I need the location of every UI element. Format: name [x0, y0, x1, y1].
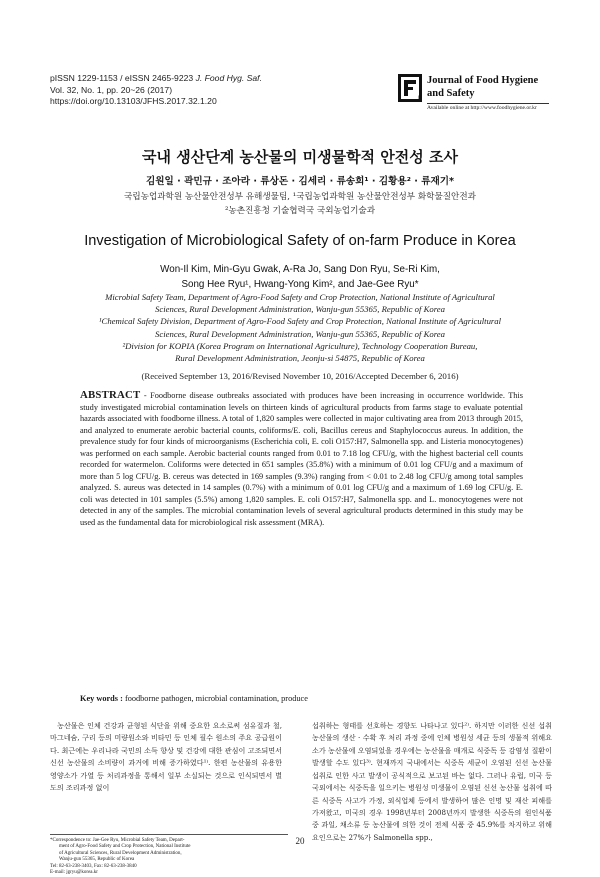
- keywords-text: foodborne pathogen, microbial contamination, produce: [122, 694, 308, 703]
- journal-meta: [50, 73, 350, 108]
- english-affil-line: Sciences, Rural Development Administration, Wanju-gun 55365, Republic of Korea: [155, 304, 445, 315]
- footnote-email[interactable]: E-mail: jgryu@korea.kr: [50, 870, 98, 876]
- logo-divider: [427, 103, 549, 104]
- body-paragraph-left: 농산물은 인체 건강과 균형된 식단을 위해 중요한 요소로써 섬유질과 철, 마그네슘, 구리 등의 미량원소와 비타민 등 인체 필수 원소의 주요 공급원이다. 최근에는 우리나라 국민의 소득 향상 및 건강에 대한 관심이 고조되면서 신선 농산물의 소비량이 과거에 비해 증가하였다¹⁾. 한편 농산물의 유용한 영양소가 가열 등 처리과정을 통해서 일부 소실되는 것으로 인식되면서 별도의 조리과정 없이: [50, 721, 282, 793]
- korean-affiliation-1: 국립농업과학원 농산물안전성부 유해생물팀, ¹국립농업과학원 농산물안전성부 화학물질안전과: [124, 192, 476, 202]
- abstract-body: - Foodborne disease outbreaks associated with produces have been increasing in occurrence worldwide. This study investigated microbial contamination levels on thirteen kinds of agricultural products from farms stage to evaluate potential hazards associated with foodborne illness. A total of 1,820 samples were collected in major cultivating area from 2013 through 2015, and analyzed to enumerate aerobic bacterial counts, coliforms/E. coli, Bacillus cereus and Staphylococcus aureus. In addition, the prevalence study for four kinds of microorganisms (Escherichia coli, E. coli O157:H7, Salmonella spp. and Listeria monocytogenes) was performed on each sample. Aerobic bacterial counts ranged from 0.01 to 7.18 log CFU/g, with the highest bacterial cell counts recorded for watermelon. Coliforms were detected in 651 samples (35.8%) with a minimum of 0.01 log CFU/g and a maximum of more than 5 log CFU/g. B. cereus was detected in 169 samples (9.3%) ranging from < 0.01 to 2.48 log CFU/g among total samples analyzed. S. aureus was detected in 14 samples (0.7%) with a minimum of 0.01 log CFU/g and a maximum of 1.69 log CFU/g. E. coli was detected in 101 samples (5.5%) among 1,820 samples. E. coli O157:H7, Salmonella spp. and L. monocytogenes were not detected in any of the samples. The microbial contamination levels of several agricultural products determined in this study may be used as the fundamental data for microbiological risk assessment (MRA).: [80, 391, 523, 528]
- issn-line: [50, 73, 350, 85]
- english-authors-line-1: Won-Il Kim, Min-Gyu Gwak, A-Ra Jo, Sang Don Ryu, Se-Ri Kim,: [160, 264, 440, 275]
- english-affil-line: Sciences, Rural Development Administration, Wanju-gun 55365, Republic of Korea: [155, 328, 445, 339]
- english-authors: [30, 262, 570, 292]
- abstract: [80, 390, 523, 529]
- korean-authors: 김원일 · 곽민규 · 조아라 · 류상돈 · 김세리 · 류송희¹ · 김황용² · 류재기*: [145, 176, 455, 187]
- footnote-line: of Agricultural Sciences, Rural Development Administration,: [59, 850, 182, 856]
- footnote-line: Wanju-gun 55365, Republic of Korea: [59, 857, 135, 863]
- received-dates: (Received September 13, 2016/Revised November 10, 2016/Accepted December 6, 2016): [141, 371, 459, 381]
- keywords: [80, 694, 523, 703]
- keywords-label: Key words :: [80, 694, 123, 703]
- footnote-line: *Correspondence to: Jae-Gee Ryu, Microbial Safety Team, Depart-: [50, 837, 185, 843]
- english-affil-line: Microbial Safety Team, Department of Agro-Food Safety and Crop Protection, National Institute of Agricultural: [105, 292, 495, 302]
- logo-mark-letter: F: [418, 95, 422, 102]
- english-authors-line-2: Song Hee Ryu¹, Hwang-Yong Kim², and Jae-Gee Ryu*: [181, 279, 419, 290]
- page-number: 20: [295, 836, 305, 846]
- journal-abbrev: J. Food Hyg. Saf.: [195, 73, 262, 83]
- logo-name-line-1: Journal of Food Hygiene: [427, 75, 539, 86]
- logo-url[interactable]: Available online at http://www.foodhygiene.or.kr: [427, 105, 537, 111]
- abstract-heading: ABSTRACT: [80, 389, 141, 401]
- logo-name-line-2: and Safety: [427, 87, 475, 99]
- english-title: Investigation of Microbiological Safety of on-farm Produce in Korea: [84, 233, 516, 249]
- footnote-line: Tel: 82-63-238-3403, Fax: 82-63-238-3840: [50, 863, 137, 869]
- logo-journal-name: [427, 75, 551, 100]
- english-affil-line: ²Division for KOPIA (Korea Program on International Agriculture), Technology Cooperation Bureau,: [122, 340, 478, 351]
- english-affil-line: Rural Development Administration, Jeonju-si 54875, Republic of Korea: [175, 353, 425, 364]
- korean-affiliation-2: ²농촌진흥청 기술협력국 국외농업기술과: [224, 206, 376, 216]
- journal-logo-mark-icon: [397, 73, 423, 103]
- journal-logo: [397, 69, 552, 123]
- english-affil-line: ¹Chemical Safety Division, Department of Agro-Food Safety and Crop Protection, National Institute of Agricultural: [98, 316, 502, 327]
- body-paragraph-right: 섭취하는 형태를 선호하는 경향도 나타나고 있다²⁾. 하지만 이러한 신선 섭취 농산물의 생산 · 수확 후 처리 과정 중에 인체 병원성 세균 등의 생물적 위해요소가 농산물에 오염되었을 경우에는 농산물을 매개로 식중독 등 감염성 질환이 발생할 수도 있다³⁾. 현재까지 국내에서는 식중독 세균이 오염된 신선 농산물 섭취로 인한 사고 발생이 공식적으로 보고된 바는 없다. 그러나 유럽, 미국 등 국외에서는 식중독을 일으키는 병원성 미생물이 오염된 신선 농산물 섭취에 따른 식중독 사고가 가정, 외식업체 등에서 발생하여 많은 인명 및 재산 피해를 가져왔고, 미국의 경우 1998년부터 2008년까지 발생한 식중독의 원인식품 중 과일, 채소류 등 농산물에 의한 것이 전체 식품 중 45.9%를 차지하고 위해요인으로는 27%가 Salmonella spp.,: [312, 721, 552, 842]
- issn: pISSN 1229-1153 / eISSN 2465-9223: [50, 73, 194, 83]
- korean-affiliations: [30, 190, 570, 218]
- english-affiliations: [30, 291, 570, 364]
- footnote-line: ment of Agro-Food Safety and Crop Protection, National Institute: [59, 844, 191, 850]
- doi-link[interactable]: https://doi.org/10.13103/JFHS.2017.32.1.20: [50, 96, 217, 107]
- korean-title: 국내 생산단계 농산물의 미생물학적 안전성 조사: [142, 148, 458, 166]
- volume-line: Vol. 32, No. 1, pp. 20~26 (2017): [50, 84, 173, 95]
